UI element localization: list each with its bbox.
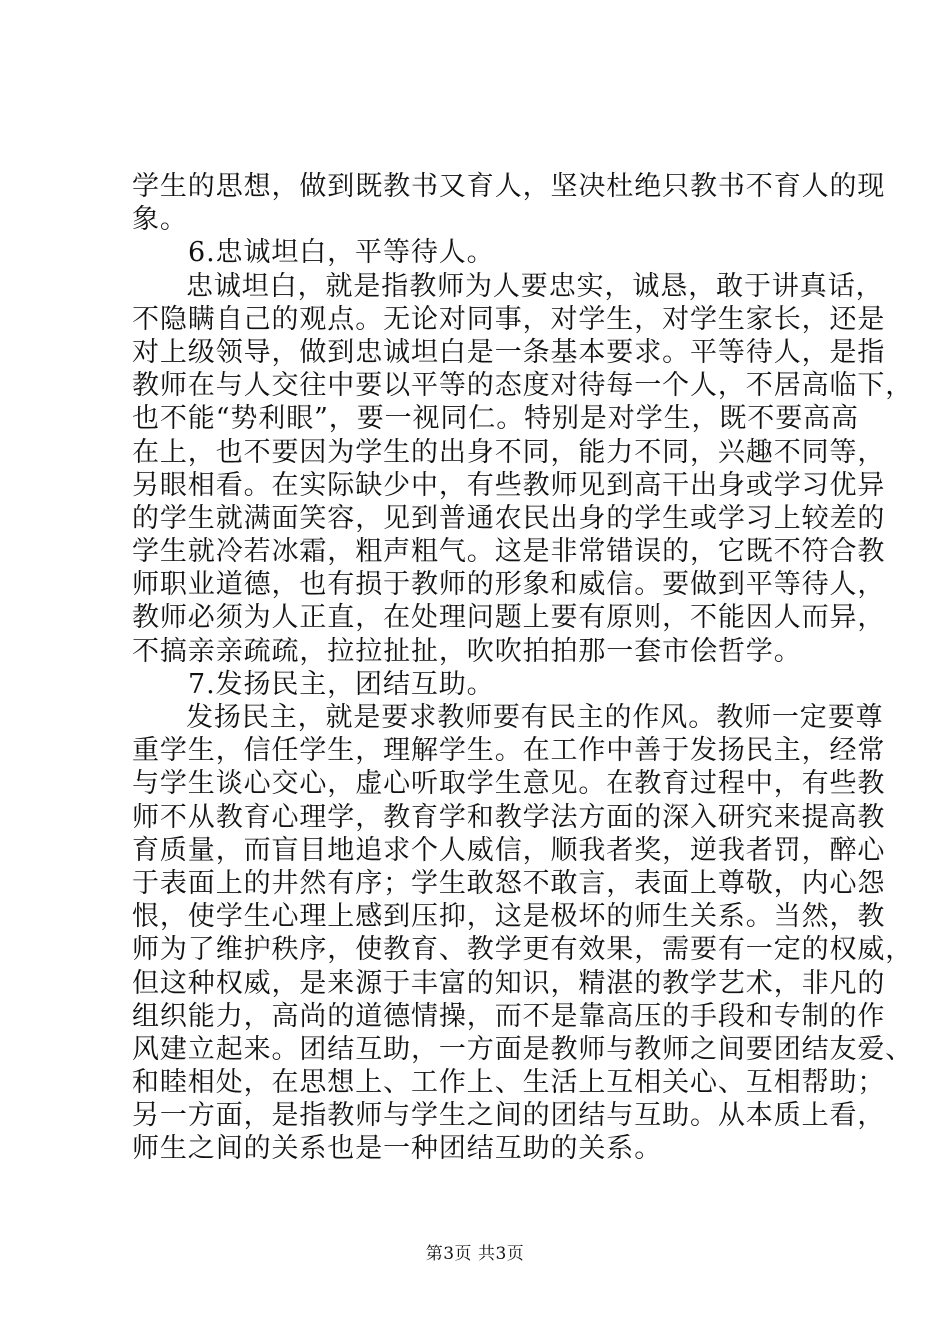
text-line: 学生的思想，做到既教书又育人，坚决杜绝只教书不育人的现	[132, 171, 886, 202]
text-line: 重学生，信任学生，理解学生。在工作中善于发扬民主，经常	[132, 735, 886, 767]
text-line: 在上，也不要因为学生的出身不同，能力不同，兴趣不同等，	[132, 436, 886, 468]
text-line: 风建立起来。团结互助，一方面是教师与教师之间要团结友爱、	[132, 1033, 914, 1065]
text-line: 师不从教育心理学，教育学和教学法方面的深入研究来提高教	[132, 801, 886, 833]
text-line: 教师必须为人正直，在处理问题上要有原则，不能因人而异，	[132, 602, 886, 634]
text-line: 不搞亲亲疏疏，拉拉扯扯，吹吹拍拍那一套市侩哲学。	[132, 635, 802, 667]
text-line: 恨，使学生心理上感到压抑，这是极坏的师生关系。当然，教	[132, 901, 886, 933]
page-number-footer: 第3页 共3页	[425, 1244, 525, 1264]
text-line: 另眼相看。在实际缺少中，有些教师见到高干出身或学习优异	[132, 469, 886, 501]
text-line: 与学生谈心交心，虚心听取学生意见。在教育过程中，有些教	[132, 768, 886, 800]
document-body	[132, 170, 914, 1166]
text-line: 教师在与人交往中要以平等的态度对待每一个人，不居高临下，	[132, 370, 914, 402]
text-line: 学生就冷若冰霜，粗声粗气。这是非常错误的，它既不符合教	[132, 536, 886, 568]
text-line: 和睦相处，在思想上、工作上、生活上互相关心、互相帮助；	[132, 1067, 886, 1099]
text-line: 于表面上的井然有序；学生敢怒不敢言，表面上尊敬，内心怨	[132, 867, 886, 899]
text-line: 师职业道德，也有损于教师的形象和威信。要做到平等待人，	[132, 569, 886, 601]
text-line: 不隐瞒自己的观点。无论对同事，对学生，对学生家长，还是	[132, 303, 886, 335]
text-line: 对上级领导，做到忠诚坦白是一条基本要求。平等待人，是指	[132, 336, 886, 368]
text-line: 也不能“势利眼”，要一视同仁。特别是对学生，既不要高高	[132, 403, 859, 435]
text-line: 育质量，而盲目地追求个人威信，顺我者奖，逆我者罚，醉心	[132, 834, 886, 866]
section-heading: 7.发扬民主，团结互助。	[188, 668, 495, 700]
text-line: 师为了维护秩序，使教育、教学更有效果，需要有一定的权威，	[132, 934, 914, 966]
text-line: 另一方面，是指教师与学生之间的团结与互助。从本质上看，	[132, 1100, 886, 1132]
section-heading: 6.忠诚坦白，平等待人。	[188, 237, 495, 269]
text-line: 组织能力，高尚的道德情操，而不是靠高压的手段和专制的作	[132, 1000, 886, 1032]
text-line: 的学生就满面笑容，见到普通农民出身的学生或学习上较差的	[132, 502, 886, 534]
text-line: 象。	[132, 204, 188, 236]
paragraph-first-line: 忠诚坦白，就是指教师为人要忠实，诚恳，敢于讲真话，	[186, 270, 884, 302]
paragraph-first-line: 发扬民主，就是要求教师要有民主的作风。教师一定要尊	[186, 702, 884, 733]
text-line: 师生之间的关系也是一种团结互助的关系。	[132, 1133, 663, 1165]
text-line: 但这种权威，是来源于丰富的知识，精湛的教学艺术，非凡的	[132, 967, 886, 999]
